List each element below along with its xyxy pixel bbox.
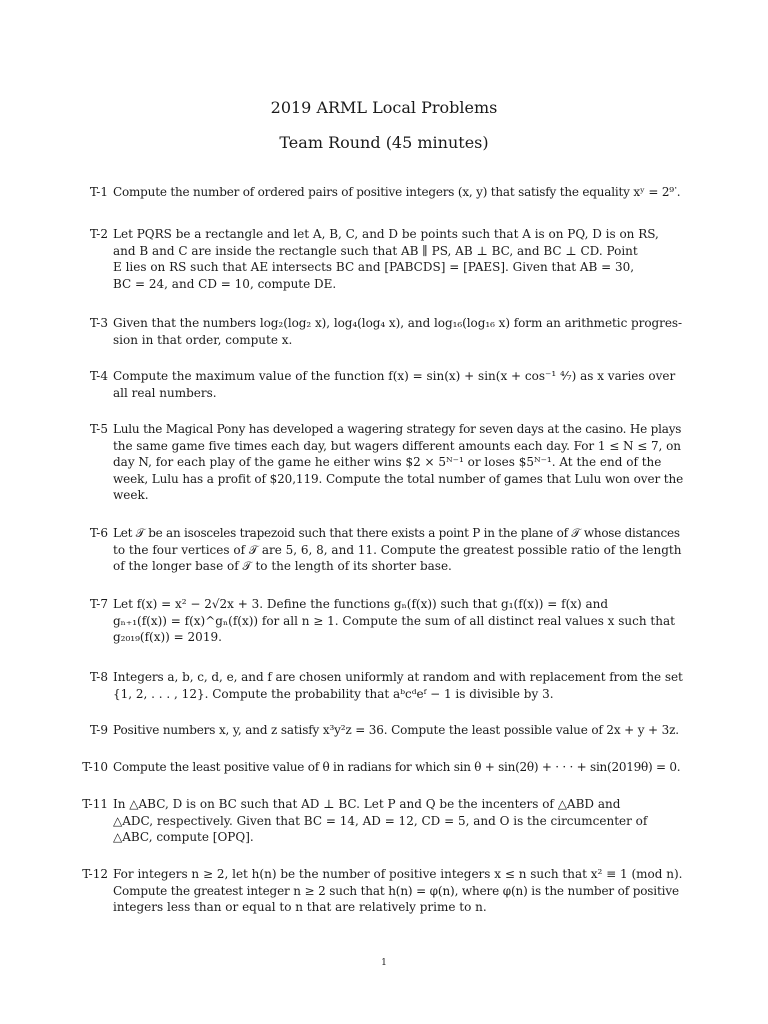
problem-line: the same game five times each day, but wagers different amounts each day. For 1 ≤ N ≤ 7, on — [113, 438, 681, 453]
problem-label: T-11 — [82, 797, 108, 811]
problem-text — [113, 722, 683, 739]
problem-line: week. — [113, 488, 149, 502]
problem-text — [113, 226, 683, 292]
problem-line: Given that the numbers log₂(log₂ x), log₄(log₄ x), and log₁₆(log₁₆ x) form an arithmetic progres- — [113, 316, 682, 330]
problem-text — [113, 368, 683, 401]
problem-line: Compute the least positive value of θ in radians for which sin θ + sin(2θ) + · · · + sin(2019θ) = 0. — [113, 760, 681, 774]
problem-line: day N, for each play of the game he either wins $2 × 5ᴺ⁻¹ or loses $5ᴺ⁻¹. At the end of the — [113, 455, 662, 469]
problem-line: △ADC, respectively. Given that BC = 14, AD = 12, CD = 5, and O is the circumcenter of — [113, 813, 648, 828]
problem-text — [113, 421, 683, 504]
problem-line: Let f(x) = x² − 2√2x + 3. Define the functions gₙ(f(x)) such that g₁(f(x)) = f(x) and — [113, 597, 609, 611]
problem-line: integers less than or equal to n that are relatively prime to n. — [113, 900, 487, 914]
problem-line: Compute the number of ordered pairs of positive integers (x, y) that satisfy the equality xʸ = 2⁹ᐝ. — [113, 185, 681, 199]
problem-line: Let PQRS be a rectangle and let A, B, C, and D be points such that A is on PQ, D is on RS, — [113, 227, 659, 241]
problem-label: T-8 — [89, 670, 108, 684]
problem-text — [113, 315, 683, 348]
problem-line: △ABC, compute [OPQ]. — [113, 830, 254, 844]
problem-line: of the longer base of 𝒯 to the length of its shorter base. — [113, 559, 452, 573]
problem-line: Compute the greatest integer n ≥ 2 such that h(n) = φ(n), where φ(n) is the number of positive — [113, 883, 679, 898]
problem-line: BC = 24, and CD = 10, compute DE. — [113, 276, 337, 291]
problem-line: In △ABC, D is on BC such that AD ⊥ BC. Let P and Q be the incenters of △ABD and — [113, 797, 621, 811]
problem-line: Compute the maximum value of the function f(x) = sin(x) + sin(x + cos⁻¹ ⁴⁄₇) as x varies over — [113, 369, 676, 383]
problem-label: T-7 — [89, 597, 108, 611]
problem-label: T-12 — [82, 867, 108, 881]
problem-line: and B and C are inside the rectangle such that AB ∥ PS, AB ⊥ BC, and BC ⊥ CD. Point — [113, 243, 638, 258]
problem-line: gₙ₊₁(f(x)) = f(x)^gₙ(f(x)) for all n ≥ 1. Compute the sum of all distinct real values x such that — [113, 613, 675, 628]
page-subtitle: Team Round (45 minutes) — [279, 133, 489, 152]
problem-line: Lulu the Magical Pony has developed a wagering strategy for seven days at the casino. He plays — [113, 422, 682, 436]
problem-line: all real numbers. — [113, 385, 217, 400]
problem-line: to the four vertices of 𝒯 are 5, 6, 8, and 11. Compute the greatest possible ratio of the length — [113, 542, 682, 557]
problem-label: T-5 — [89, 422, 108, 436]
problem-label: T-6 — [89, 526, 108, 540]
problem-line: Positive numbers x, y, and z satisfy x³y²z = 36. Compute the least possible value of 2x + y + 3z. — [113, 723, 679, 737]
problem-line: E lies on RS such that AE intersects BC and [PABCDS] = [PAES]. Given that AB = 30, — [113, 260, 635, 274]
problem-text — [113, 866, 683, 916]
problem-text — [113, 525, 683, 575]
problem-label: T-3 — [89, 316, 108, 330]
problem-text — [113, 669, 683, 702]
problem-line: Let 𝒯 be an isosceles trapezoid such that there exists a point P in the plane of 𝒯 whose distances — [113, 526, 680, 540]
problem-line: g₂₀₁₉(f(x)) = 2019. — [113, 630, 222, 644]
problem-line: {1, 2, . . . , 12}. Compute the probability that aᵇcᵈeᶠ − 1 is divisible by 3. — [113, 686, 554, 701]
problem-label: T-2 — [89, 227, 108, 241]
page-title: 2019 ARML Local Problems — [270, 98, 498, 117]
problem-line: sion in that order, compute x. — [113, 332, 293, 347]
problem-line: week, Lulu has a profit of $20,119. Compute the total number of games that Lulu won over the — [113, 471, 684, 486]
problem-label: T-9 — [89, 723, 108, 737]
problem-text — [113, 596, 683, 646]
problem-text — [113, 796, 683, 846]
problem-label: T-10 — [82, 760, 108, 774]
problem-text — [113, 184, 683, 201]
problem-text — [113, 759, 683, 776]
problem-label: T-1 — [89, 185, 108, 199]
problem-line: Integers a, b, c, d, e, and f are chosen uniformly at random and with replacement from the set — [113, 670, 683, 684]
problem-label: T-4 — [89, 369, 108, 383]
problem-line: For integers n ≥ 2, let h(n) be the number of positive integers x ≤ n such that x² ≡ 1 (mod n). — [113, 867, 683, 881]
page-number: 1 — [381, 958, 387, 968]
